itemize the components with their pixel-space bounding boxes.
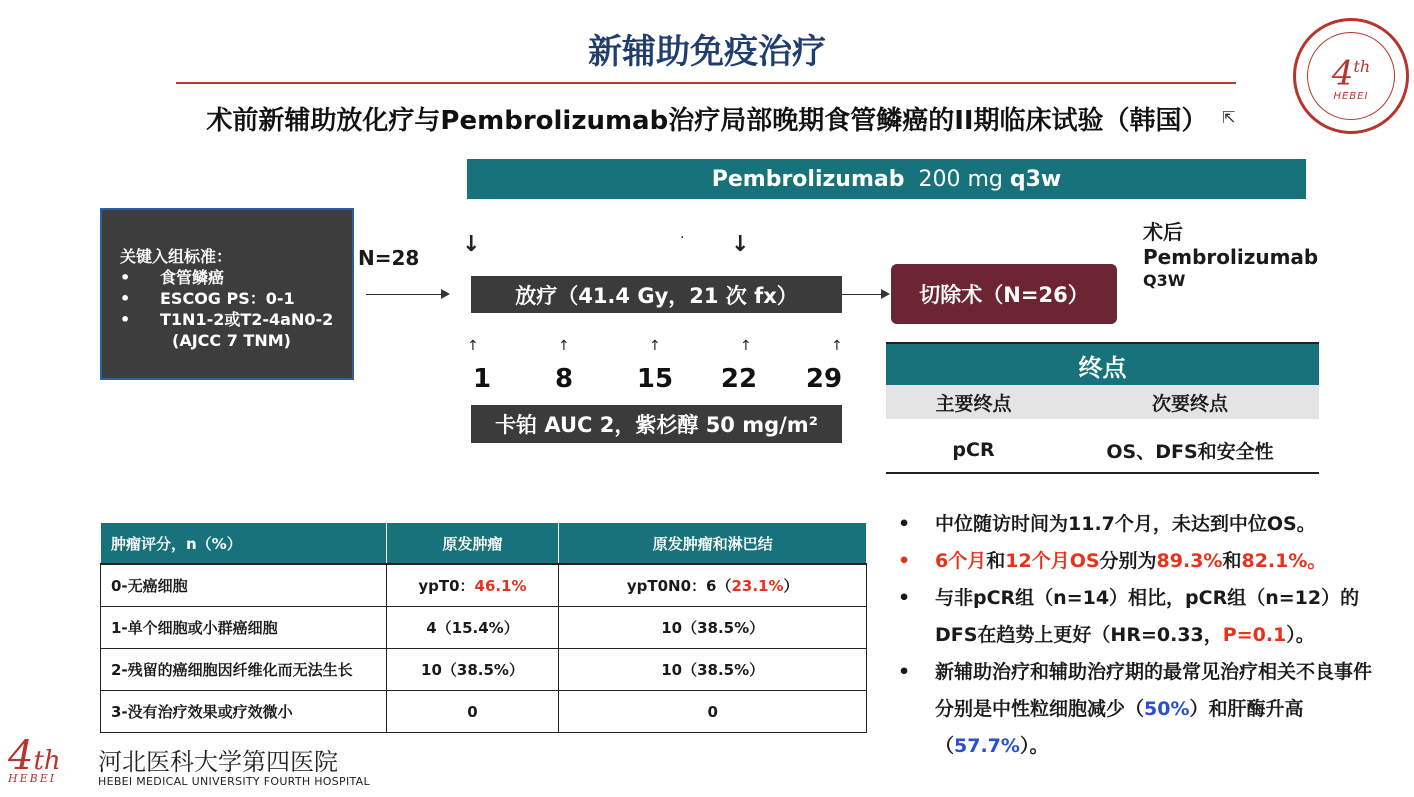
post-op-line: 术后 xyxy=(1143,220,1183,244)
table-cell: 10（38.5%） xyxy=(386,649,559,691)
criteria-note: (AJCC 7 TNM) xyxy=(172,331,291,350)
bullet-icon: • xyxy=(898,513,911,535)
table-cell: ypT0N0：6（23.1%） xyxy=(559,564,867,607)
primary-endpoint: pCR xyxy=(952,439,995,461)
table-cell: 4（15.4%） xyxy=(386,607,559,649)
dot-mark: · xyxy=(680,230,685,246)
arrow-down-icon: ↓ xyxy=(462,232,481,257)
page-title: 新辅助免疫治疗 xyxy=(588,32,826,72)
hospital-name-en: HEBEI MEDICAL UNIVERSITY FOURTH HOSPITAL xyxy=(98,775,370,788)
title-divider xyxy=(176,82,1236,84)
table-row xyxy=(101,691,867,733)
endpoints-subheader xyxy=(886,385,1319,419)
day-label: 29 xyxy=(805,364,843,394)
flow-arrow-line xyxy=(842,294,882,295)
table-header-row xyxy=(101,523,867,565)
arrow-down-icon: ↓ xyxy=(731,232,750,257)
arrow-up-icon: ↑ xyxy=(831,338,843,354)
radiotherapy-bar: 放疗（41.4 Gy，21 次 fx） xyxy=(471,276,842,313)
post-op-label xyxy=(1143,220,1318,292)
table-cell: 0 xyxy=(559,691,867,733)
endpoints-header: 终点 xyxy=(886,342,1319,387)
pembro-drug: Pembrolizumab xyxy=(711,166,905,192)
highlight-value: 23.1% xyxy=(731,577,784,595)
seal-mark: 4th xyxy=(1331,53,1371,94)
arrow-up-icon: ↑ xyxy=(740,338,752,354)
table-cell: 1-单个细胞或小群癌细胞 xyxy=(101,607,387,649)
table-header: 原发肿瘤 xyxy=(386,523,559,565)
flow-arrow-line xyxy=(366,294,442,295)
pembro-dose: 200 mg xyxy=(918,166,1003,192)
endpoints-row xyxy=(886,428,1319,474)
finding-item: • 与非pCR组（n=14）相比，pCR组（n=12）的DFS在趋势上更好（HR=0.33，P=0.1）。 xyxy=(898,580,1378,654)
pembro-freq: q3w xyxy=(1009,166,1062,192)
mouse-cursor-icon: ⇱ xyxy=(1222,108,1236,127)
table-header: 肿瘤评分，n（%） xyxy=(101,523,387,565)
table-cell: 0-无癌细胞 xyxy=(101,564,387,607)
secondary-endpoint-label: 次要终点 xyxy=(1151,392,1228,415)
day-label: 22 xyxy=(720,364,758,394)
arrow-right-icon xyxy=(881,289,890,299)
table-cell: 2-残留的癌细胞因纤维化而无法生长 xyxy=(101,649,387,691)
table-cell: 3-没有治疗效果或疗效微小 xyxy=(101,691,387,733)
table-cell: 10（38.5%） xyxy=(559,649,867,691)
post-op-freq: Q3W xyxy=(1143,271,1186,290)
finding-item: • 中位随访时间为11.7个月，未达到中位OS。 xyxy=(898,506,1378,543)
table-cell: ypT0：46.1% xyxy=(386,564,559,607)
table-cell: 0 xyxy=(386,691,559,733)
pembrolizumab-bar xyxy=(467,159,1306,199)
hospital-name-cn: 河北医科大学第四医院 xyxy=(98,748,338,776)
findings-list xyxy=(898,506,1378,765)
hospital-seal-logo xyxy=(1293,18,1409,134)
day-label: 15 xyxy=(636,364,674,394)
criteria-item: • T1N1-2或T2-4aN0-2 xyxy=(120,310,334,329)
footer-logo: 4th HEBEI xyxy=(8,733,61,785)
sample-size-label: N=28 xyxy=(358,246,420,270)
arrow-up-icon: ↑ xyxy=(649,338,661,354)
secondary-endpoint: OS、DFS和安全性 xyxy=(1106,440,1274,463)
primary-endpoint-label: 主要终点 xyxy=(935,392,1012,415)
highlight-value: 46.1% xyxy=(474,577,527,595)
seal-hebei: HEBEI xyxy=(1333,90,1369,102)
criteria-heading: 关键入组标准： xyxy=(120,247,233,266)
table-row xyxy=(101,564,867,607)
day-label: 8 xyxy=(554,364,574,394)
inclusion-criteria-box xyxy=(100,208,354,380)
criteria-item: • ESCOG PS：0-1 xyxy=(120,289,295,308)
bullet-icon: • xyxy=(898,550,911,572)
chemotherapy-bar: 卡铂 AUC 2，紫杉醇 50 mg/m² xyxy=(471,405,842,443)
criteria-item: • 食管鳞癌 xyxy=(120,268,225,287)
table-cell: 10（38.5%） xyxy=(559,607,867,649)
arrow-up-icon: ↑ xyxy=(467,338,479,354)
finding-item: • 6个月和12个月OS分别为89.3%和82.1%。 xyxy=(898,543,1378,580)
slide-subtitle: 术前新辅助放化疗与Pembrolizumab治疗局部晚期食管鳞癌的II期临床试验（韩国） xyxy=(206,106,1208,136)
bullet-icon: • xyxy=(898,587,911,609)
bullet-icon: • xyxy=(898,661,911,683)
day-label: 1 xyxy=(472,364,492,394)
table-row xyxy=(101,607,867,649)
tumor-score-table xyxy=(100,522,867,733)
table-row xyxy=(101,649,867,691)
finding-item: • 新辅助治疗和辅助治疗期的最常见治疗相关不良事件分别是中性粒细胞减少（50%）和肝酶升高（57.7%）。 xyxy=(898,654,1378,765)
table-header: 原发肿瘤和淋巴结 xyxy=(559,523,867,565)
arrow-right-icon xyxy=(441,289,450,299)
post-op-drug: Pembrolizumab xyxy=(1143,245,1319,269)
arrow-up-icon: ↑ xyxy=(558,338,570,354)
surgery-box: 切除术（N=26） xyxy=(891,264,1117,324)
